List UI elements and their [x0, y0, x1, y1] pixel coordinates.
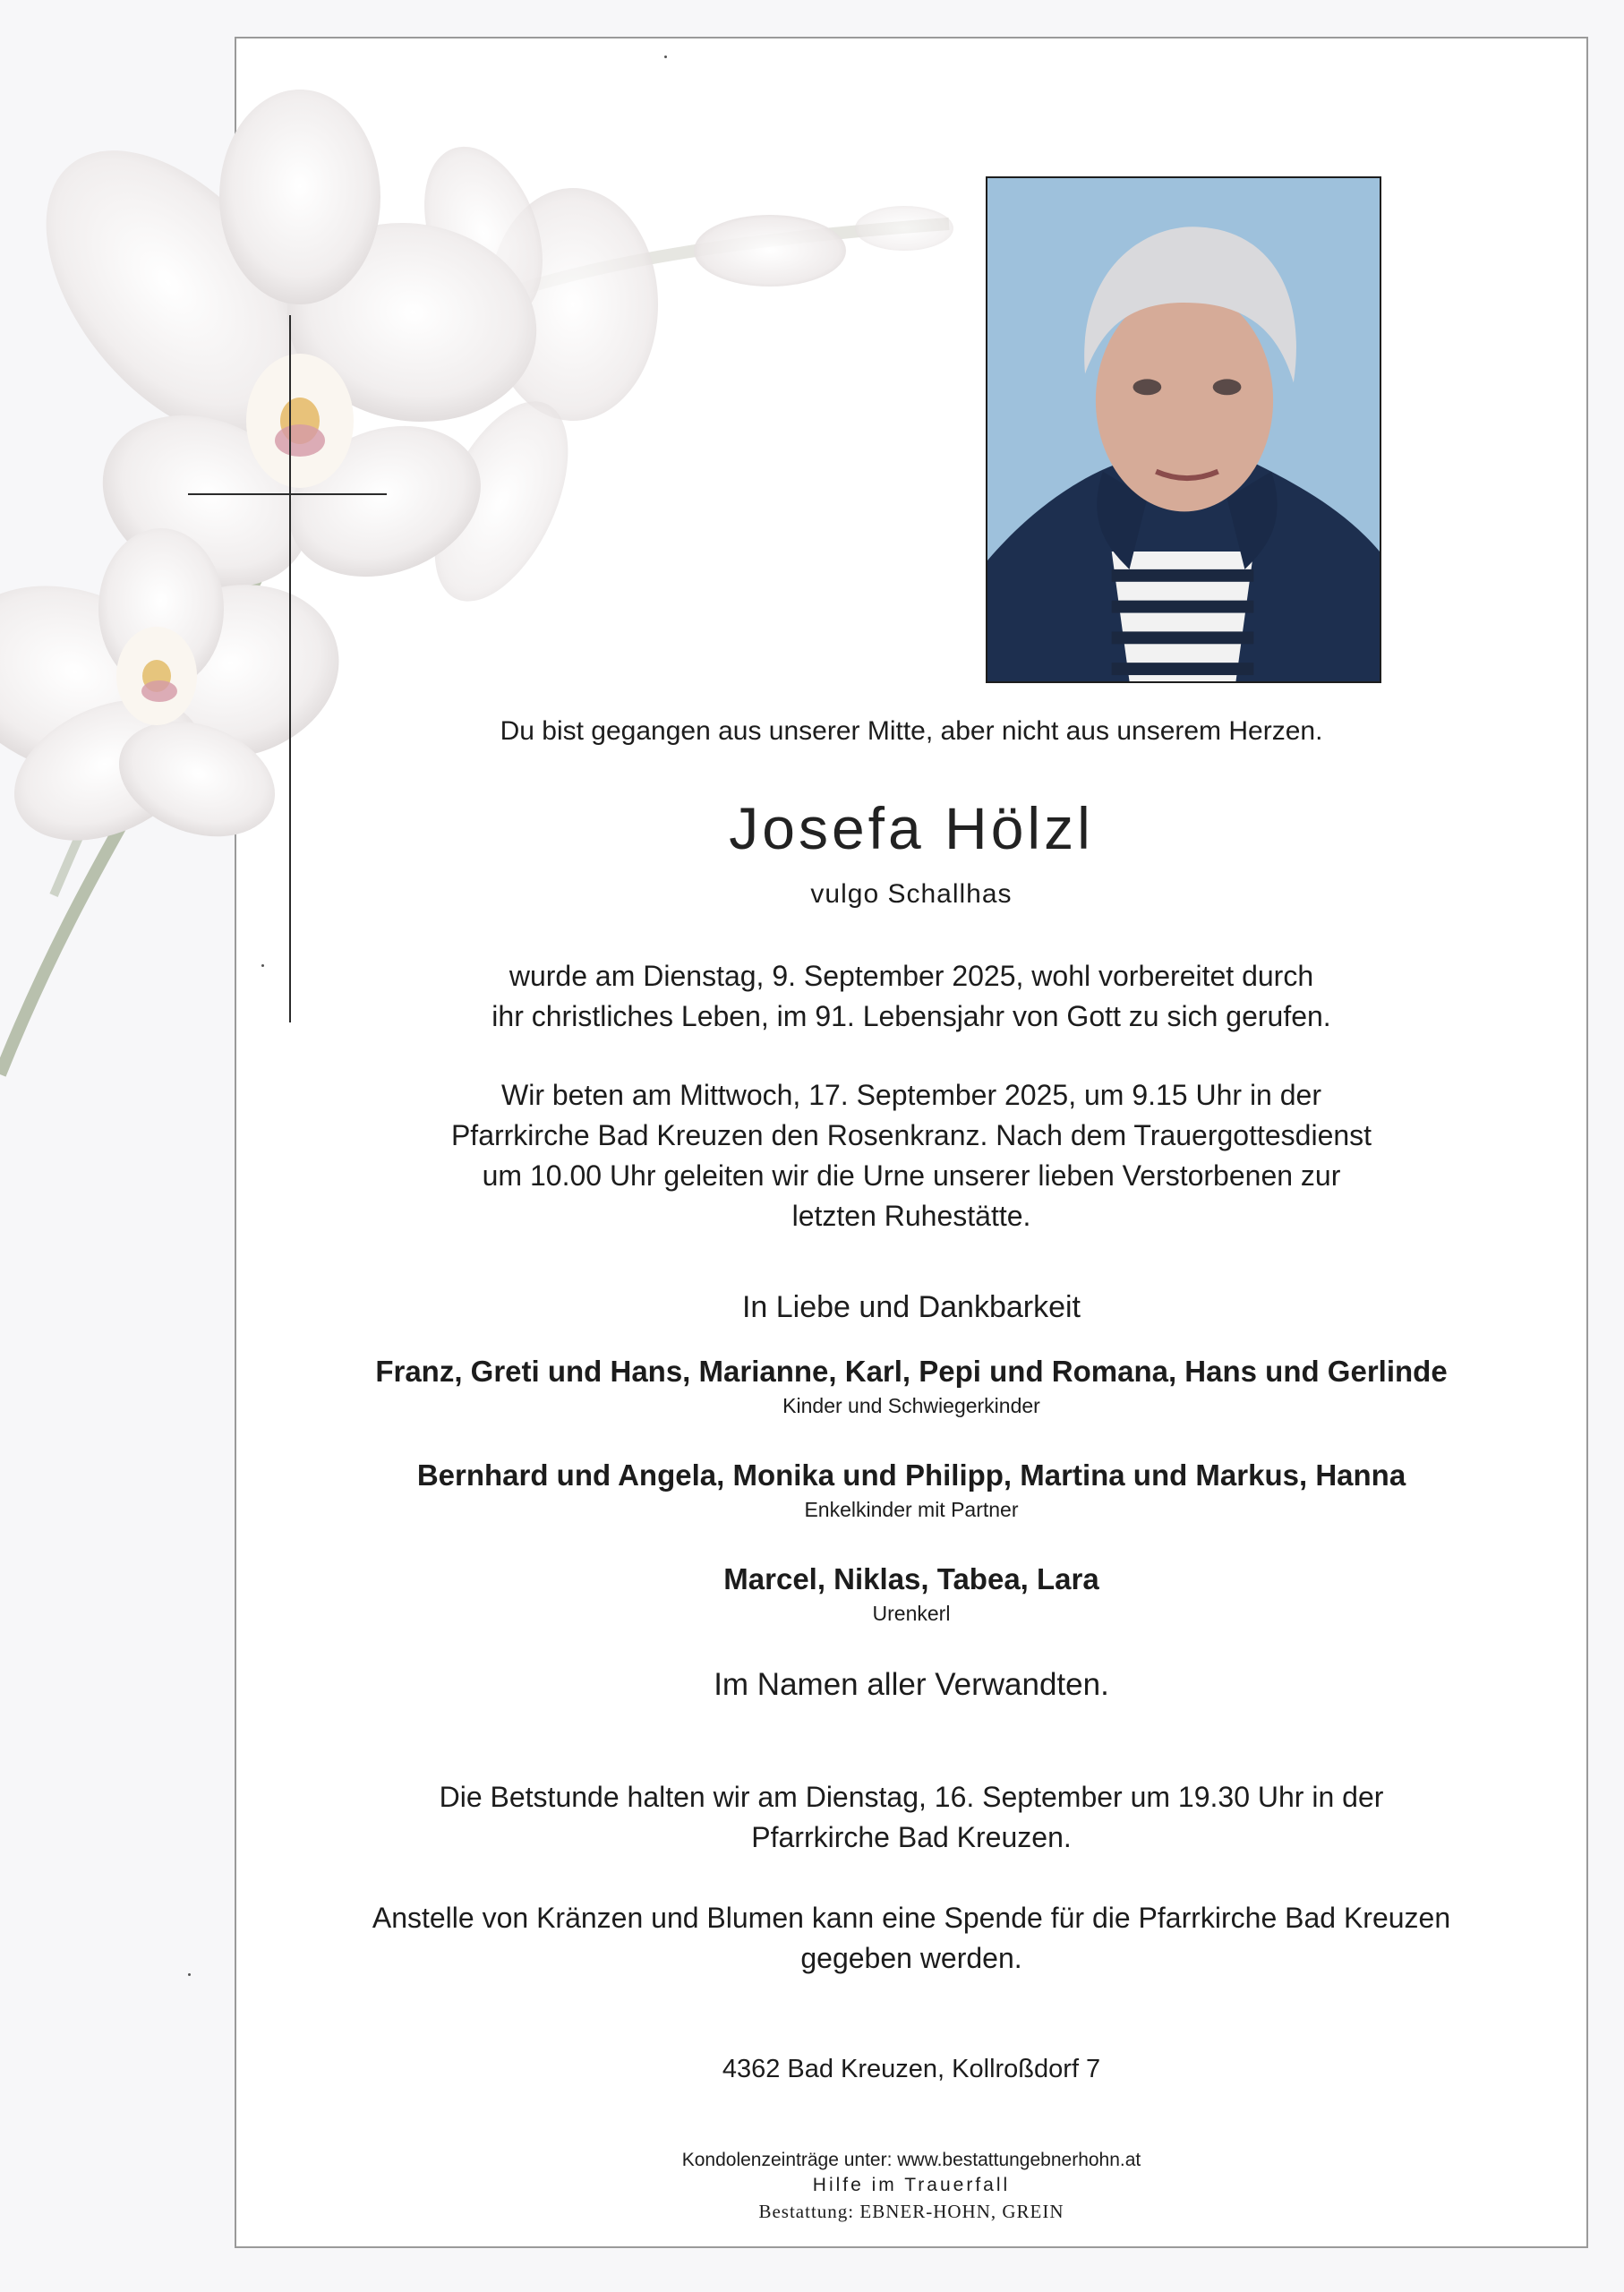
donation-line: Anstelle von Kränzen und Blumen kann eine Spende für die Pfarrkirche Bad Kreuzen — [372, 1902, 1451, 1934]
prayer-hour-info — [235, 1777, 1588, 1858]
service-line: Pfarrkirche Bad Kreuzen den Rosenkranz. Nach dem Trauergottesdienst — [450, 1119, 1372, 1151]
service-line: letzten Ruhestätte. — [791, 1200, 1031, 1232]
family-group-grandchildren — [235, 1458, 1588, 1522]
announcement-line: wurde am Dienstag, 9. September 2025, wohl vorbereitet durch — [509, 960, 1314, 992]
deceased-name: Josefa Hölzl — [729, 795, 1094, 861]
relatives-text: Im Namen aller Verwandten. — [714, 1667, 1109, 1702]
address-text: 4362 Bad Kreuzen, Kollroßdorf 7 — [722, 2055, 1101, 2083]
family-relation: Urenkerl — [872, 1602, 951, 1625]
undertaker-text: Bestattung: EBNER-HOHN, GREIN — [758, 2201, 1064, 2222]
family-names: Franz, Greti und Hans, Marianne, Karl, Pepi und Romana, Hans und Gerlinde — [375, 1355, 1448, 1388]
deceased-nickname: vulgo Schallhas — [810, 879, 1013, 909]
service-line: um 10.00 Uhr geleiten wir die Urne unserer lieben Verstorbenen zur — [482, 1159, 1341, 1192]
condolence-link[interactable]: Kondolenzeinträge unter: www.bestattungebnerhohn.at — [681, 2150, 1141, 2170]
prayer-line: Die Betstunde halten wir am Dienstag, 16. September um 19.30 Uhr in der — [439, 1781, 1384, 1813]
service-info — [235, 1075, 1588, 1236]
gratitude-text: In Liebe und Dankbarkeit — [741, 1290, 1081, 1324]
family-relation: Kinder und Schwiegerkinder — [782, 1394, 1040, 1417]
scan-speck — [188, 1973, 191, 1976]
motto-text: Du bist gegangen aus unserer Mitte, aber nicht aus unserem Herzen. — [500, 716, 1323, 746]
service-line: Wir beten am Mittwoch, 17. September 2025, um 9.15 Uhr in der — [501, 1079, 1321, 1111]
donation-line: gegeben werden. — [800, 1942, 1022, 1974]
cross-icon-bar — [188, 493, 387, 495]
portrait-photo — [986, 176, 1381, 683]
prayer-line: Pfarrkirche Bad Kreuzen. — [751, 1821, 1072, 1853]
scan-speck — [261, 964, 264, 967]
family-group-children — [235, 1355, 1588, 1418]
donation-info — [235, 1898, 1588, 1979]
family-group-great-grandchildren — [235, 1562, 1588, 1626]
cross-icon — [289, 315, 291, 1022]
family-names: Bernhard und Angela, Monika und Philipp, Martina und Markus, Hanna — [416, 1458, 1406, 1492]
help-text: Hilfe im Trauerfall — [812, 2175, 1011, 2195]
family-relation: Enkelkinder mit Partner — [804, 1498, 1019, 1521]
family-names: Marcel, Niklas, Tabea, Lara — [723, 1562, 1099, 1595]
death-announcement — [235, 956, 1588, 1037]
scan-speck — [664, 56, 667, 58]
announcement-line: ihr christliches Leben, im 91. Lebensjahr von Gott zu sich gerufen. — [491, 1000, 1331, 1032]
